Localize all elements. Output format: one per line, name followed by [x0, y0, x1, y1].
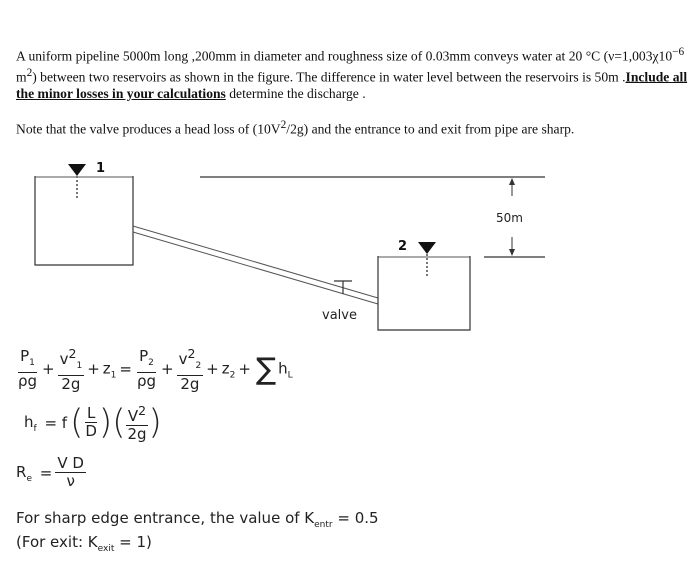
- hl-subscript: L: [287, 370, 293, 381]
- z1-subscript: 1: [110, 370, 117, 381]
- height-label: 50m: [496, 211, 523, 225]
- pipeline-upper: [133, 226, 378, 298]
- v2-symbol: v: [178, 350, 188, 368]
- diameter-symbol: D: [85, 422, 97, 440]
- velocity-symbol: V: [127, 407, 139, 425]
- exit-note-text: (For exit: K: [16, 533, 98, 551]
- open-paren-2: (: [112, 402, 126, 443]
- pressure-head-2: [135, 348, 158, 390]
- exit-loss-note: [16, 533, 152, 554]
- problem-middle: ) between two reservoirs as shown in the figure. The difference in water level between the reservoirs is 50m .: [32, 69, 626, 85]
- nu-symbol: ν: [66, 472, 75, 490]
- hl-symbol: h: [278, 359, 288, 378]
- valve-note-text-b: /2g) and the entrance to and exit from pipe are sharp.: [286, 121, 575, 137]
- plus-5: +: [238, 360, 251, 378]
- exit-subscript: exit: [97, 544, 115, 554]
- l-over-d: [83, 405, 99, 440]
- plus-1: +: [42, 360, 55, 378]
- reservoir-1-outline: [35, 176, 133, 265]
- open-paren-1: (: [70, 402, 84, 443]
- z2-symbol: z: [221, 359, 230, 378]
- vd-symbol: V D: [57, 454, 84, 472]
- problem-intro: A uniform pipeline 5000m long ,200mm in diameter and roughness size of 0.03mm conveys water at 20 °C (ν=1,003χ10: [16, 48, 673, 64]
- re-subscript: e: [26, 474, 32, 484]
- minor-losses-emphasis: Include all the minor losses in your calculations: [16, 69, 688, 102]
- viscosity-exponent: −6: [672, 46, 685, 58]
- pressure-head-1: [16, 348, 39, 390]
- v2-superscript: 2: [187, 346, 196, 361]
- two-g-2: 2g: [180, 375, 200, 393]
- viscosity-unit-exponent: 2: [26, 66, 33, 79]
- valve-note-text-a: Note that the valve produces a head loss of (10V: [16, 121, 281, 137]
- rho-g-2: ρg: [136, 372, 157, 390]
- v1-superscript: 2: [68, 346, 77, 361]
- viscosity-unit: m: [16, 69, 27, 85]
- p1-symbol: P: [20, 347, 30, 365]
- reservoir-2-label: 2: [398, 239, 408, 254]
- two-g-1: 2g: [61, 375, 81, 393]
- reynolds-equation: [16, 455, 86, 490]
- plus-4: +: [206, 360, 219, 378]
- entrance-note-text: For sharp edge entrance, the value of K: [16, 509, 315, 527]
- v2-over-2g: [125, 402, 148, 443]
- plus-2: +: [87, 360, 100, 378]
- entrance-loss-note: [16, 509, 379, 530]
- valve-note-exponent: 2: [280, 119, 287, 131]
- p1-subscript: 1: [29, 358, 35, 368]
- hf-subscript: f: [33, 424, 37, 434]
- exit-value: = 1): [114, 533, 152, 551]
- reservoir-1-label: 1: [96, 161, 106, 176]
- height-arrow-up-icon: [509, 178, 515, 185]
- v2-subscript: 2: [195, 361, 202, 371]
- height-arrow-down-icon: [509, 249, 515, 256]
- v1-subscript: 1: [76, 361, 83, 371]
- summation-symbol: ∑: [255, 351, 277, 387]
- velocity-superscript: 2: [138, 403, 147, 418]
- darcy-weisbach-equation: [24, 402, 162, 443]
- p2-symbol: P: [139, 347, 149, 365]
- equals-sign: =: [119, 360, 132, 378]
- z1-symbol: z: [102, 359, 111, 378]
- velocity-head-2: [177, 345, 204, 393]
- close-paren-1: ): [98, 402, 113, 443]
- z2-subscript: 2: [229, 370, 236, 381]
- vd-over-nu: [55, 455, 86, 490]
- bernoulli-equation: [16, 345, 293, 393]
- close-paren-2: ): [148, 402, 162, 443]
- valve-label: valve: [322, 308, 357, 323]
- rho-g-1: ρg: [18, 372, 38, 390]
- re-symbol: R: [16, 463, 27, 481]
- water-level-2-icon: [418, 242, 436, 254]
- problem-ending: determine the discharge .: [225, 86, 366, 102]
- reynolds-equals: =: [39, 463, 53, 482]
- p2-subscript: 2: [148, 358, 154, 368]
- length-symbol: L: [86, 404, 96, 422]
- pipeline-lower: [133, 232, 378, 304]
- entrance-value: = 0.5: [332, 509, 379, 527]
- v1-symbol: v: [59, 350, 69, 368]
- entrance-subscript: entr: [314, 520, 333, 530]
- reservoir-2-outline: [378, 256, 470, 330]
- plus-3: +: [161, 360, 174, 378]
- two-g-darcy: 2g: [127, 425, 147, 443]
- darcy-equals-f: = f: [44, 413, 68, 432]
- water-level-1-icon: [68, 164, 86, 176]
- velocity-head-1: [58, 345, 85, 393]
- hf-symbol: h: [24, 413, 34, 431]
